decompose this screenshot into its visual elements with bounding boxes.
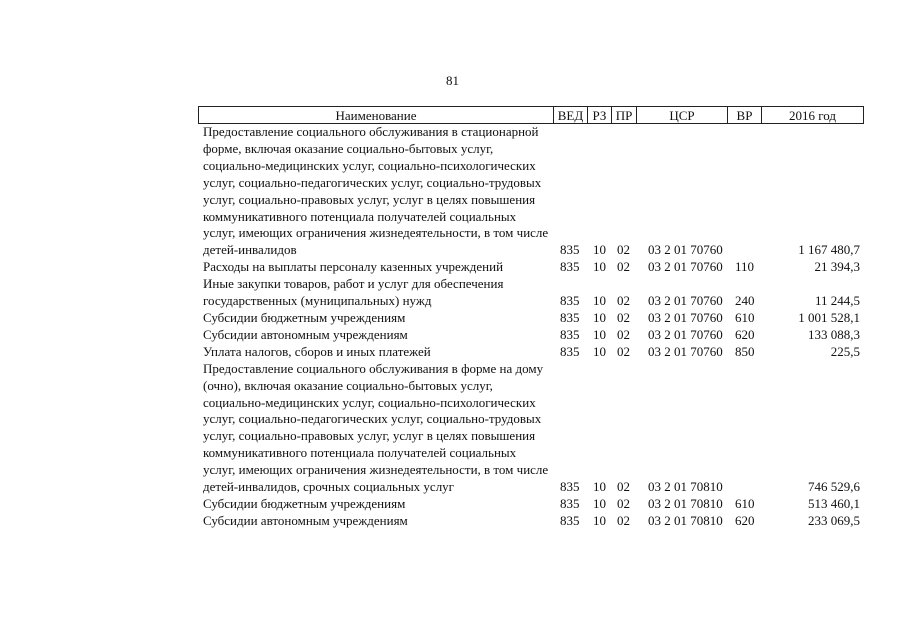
row-csr: 03 2 01 70810 <box>648 479 723 495</box>
table-row <box>198 327 864 344</box>
row-name: Субсидии автономным учреждениям <box>203 326 408 342</box>
row-name: Субсидии бюджетным учреждениям <box>203 309 406 325</box>
row-csr: 03 2 01 70760 <box>648 293 723 309</box>
row-csr: 03 2 01 70760 <box>648 343 723 359</box>
row-amount: 746 529,6 <box>808 479 860 495</box>
row-csr: 03 2 01 70810 <box>648 495 723 511</box>
row-ved: 835 <box>560 479 580 495</box>
row-csr: 03 2 01 70760 <box>648 326 723 342</box>
row-amount: 233 069,5 <box>808 512 860 528</box>
row-vr: 110 <box>735 259 755 275</box>
row-rz: 10 <box>593 242 606 258</box>
row-pr: 02 <box>617 259 630 275</box>
header-pr: ПР <box>612 107 637 123</box>
budget-table <box>198 106 864 530</box>
row-rz: 10 <box>593 343 606 359</box>
row-ved: 835 <box>560 259 580 275</box>
header-vr: ВР <box>728 107 762 123</box>
row-amount: 21 394,3 <box>814 259 860 275</box>
row-ved: 835 <box>560 293 580 309</box>
table-row <box>198 276 864 310</box>
row-amount: 1 001 528,1 <box>798 309 860 325</box>
row-rz: 10 <box>593 512 606 528</box>
row-ved: 835 <box>560 343 580 359</box>
table-row <box>198 496 864 513</box>
table-body <box>198 124 864 530</box>
header-rz: РЗ <box>588 107 612 123</box>
row-vr: 850 <box>735 343 755 359</box>
row-name: Предоставление социального обслуживания в форме на дому (очно), включая оказание социально-бытовых услуг, социально-медицинских услуг, социально-психологических услуг, социально-педагогических услуг, социально-трудовых услуг, социально-правовых услуг, услуг в целях повышения коммуникативного потенциала получателей социальных услуг, имеющих ограничения жизнедеятельности, в том числе детей-инвалидов, срочных социальных услуг <box>203 360 549 495</box>
row-pr: 02 <box>617 512 630 528</box>
page-number: 81 <box>446 73 459 88</box>
row-rz: 10 <box>593 259 606 275</box>
row-pr: 02 <box>617 479 630 495</box>
row-csr: 03 2 01 70760 <box>648 259 723 275</box>
row-csr: 03 2 01 70810 <box>648 512 723 528</box>
table-row <box>198 310 864 327</box>
row-vr: 610 <box>735 309 755 325</box>
row-ved: 835 <box>560 326 580 342</box>
row-vr: 620 <box>735 326 755 342</box>
row-csr: 03 2 01 70760 <box>648 309 723 325</box>
row-vr: 610 <box>735 495 755 511</box>
table-row <box>198 259 864 276</box>
row-rz: 10 <box>593 326 606 342</box>
header-ved: ВЕД <box>554 107 588 123</box>
row-ved: 835 <box>560 495 580 511</box>
table-row <box>198 513 864 530</box>
row-name: Субсидии бюджетным учреждениям <box>203 495 406 511</box>
row-amount: 11 244,5 <box>814 293 860 309</box>
row-pr: 02 <box>617 343 630 359</box>
row-pr: 02 <box>617 242 630 258</box>
row-pr: 02 <box>617 293 630 309</box>
row-name: Субсидии автономным учреждениям <box>203 512 408 528</box>
table-header <box>198 106 864 124</box>
table-row <box>198 124 864 259</box>
row-amount: 225,5 <box>830 343 860 359</box>
row-rz: 10 <box>593 309 606 325</box>
row-name: Уплата налогов, сборов и иных платежей <box>203 343 431 359</box>
row-rz: 10 <box>593 495 606 511</box>
row-ved: 835 <box>560 309 580 325</box>
row-vr: 620 <box>735 512 755 528</box>
row-amount: 133 088,3 <box>808 326 860 342</box>
row-pr: 02 <box>617 326 630 342</box>
row-vr: 240 <box>735 293 755 309</box>
row-pr: 02 <box>617 309 630 325</box>
row-amount: 513 460,1 <box>808 495 860 511</box>
row-ved: 835 <box>560 512 580 528</box>
header-year: 2016 год <box>789 108 836 123</box>
header-csr: ЦСР <box>637 107 728 123</box>
row-csr: 03 2 01 70760 <box>648 242 723 258</box>
table-row <box>198 361 864 496</box>
row-name: Предоставление социального обслуживания в стационарной форме, включая оказание социально-бытовых услуг, социально-медицинских услуг, социально-психологических услуг, социально-педагогических услуг, социально-трудовых услуг, социально-правовых услуг, услуг в целях повышения коммуникативного потенциала получателей социальных услуг, имеющих ограничения жизнедеятельности, в том числе детей-инвалидов <box>203 124 549 258</box>
row-ved: 835 <box>560 242 580 258</box>
header-name: Наименование <box>199 107 554 123</box>
row-rz: 10 <box>593 479 606 495</box>
table-row <box>198 344 864 361</box>
row-pr: 02 <box>617 495 630 511</box>
row-name: Расходы на выплаты персоналу казенных учреждений <box>203 259 504 275</box>
row-amount: 1 167 480,7 <box>798 242 860 258</box>
row-rz: 10 <box>593 293 606 309</box>
row-name: Иные закупки товаров, работ и услуг для обеспечения государственных (муниципальных) нужд <box>203 276 504 309</box>
